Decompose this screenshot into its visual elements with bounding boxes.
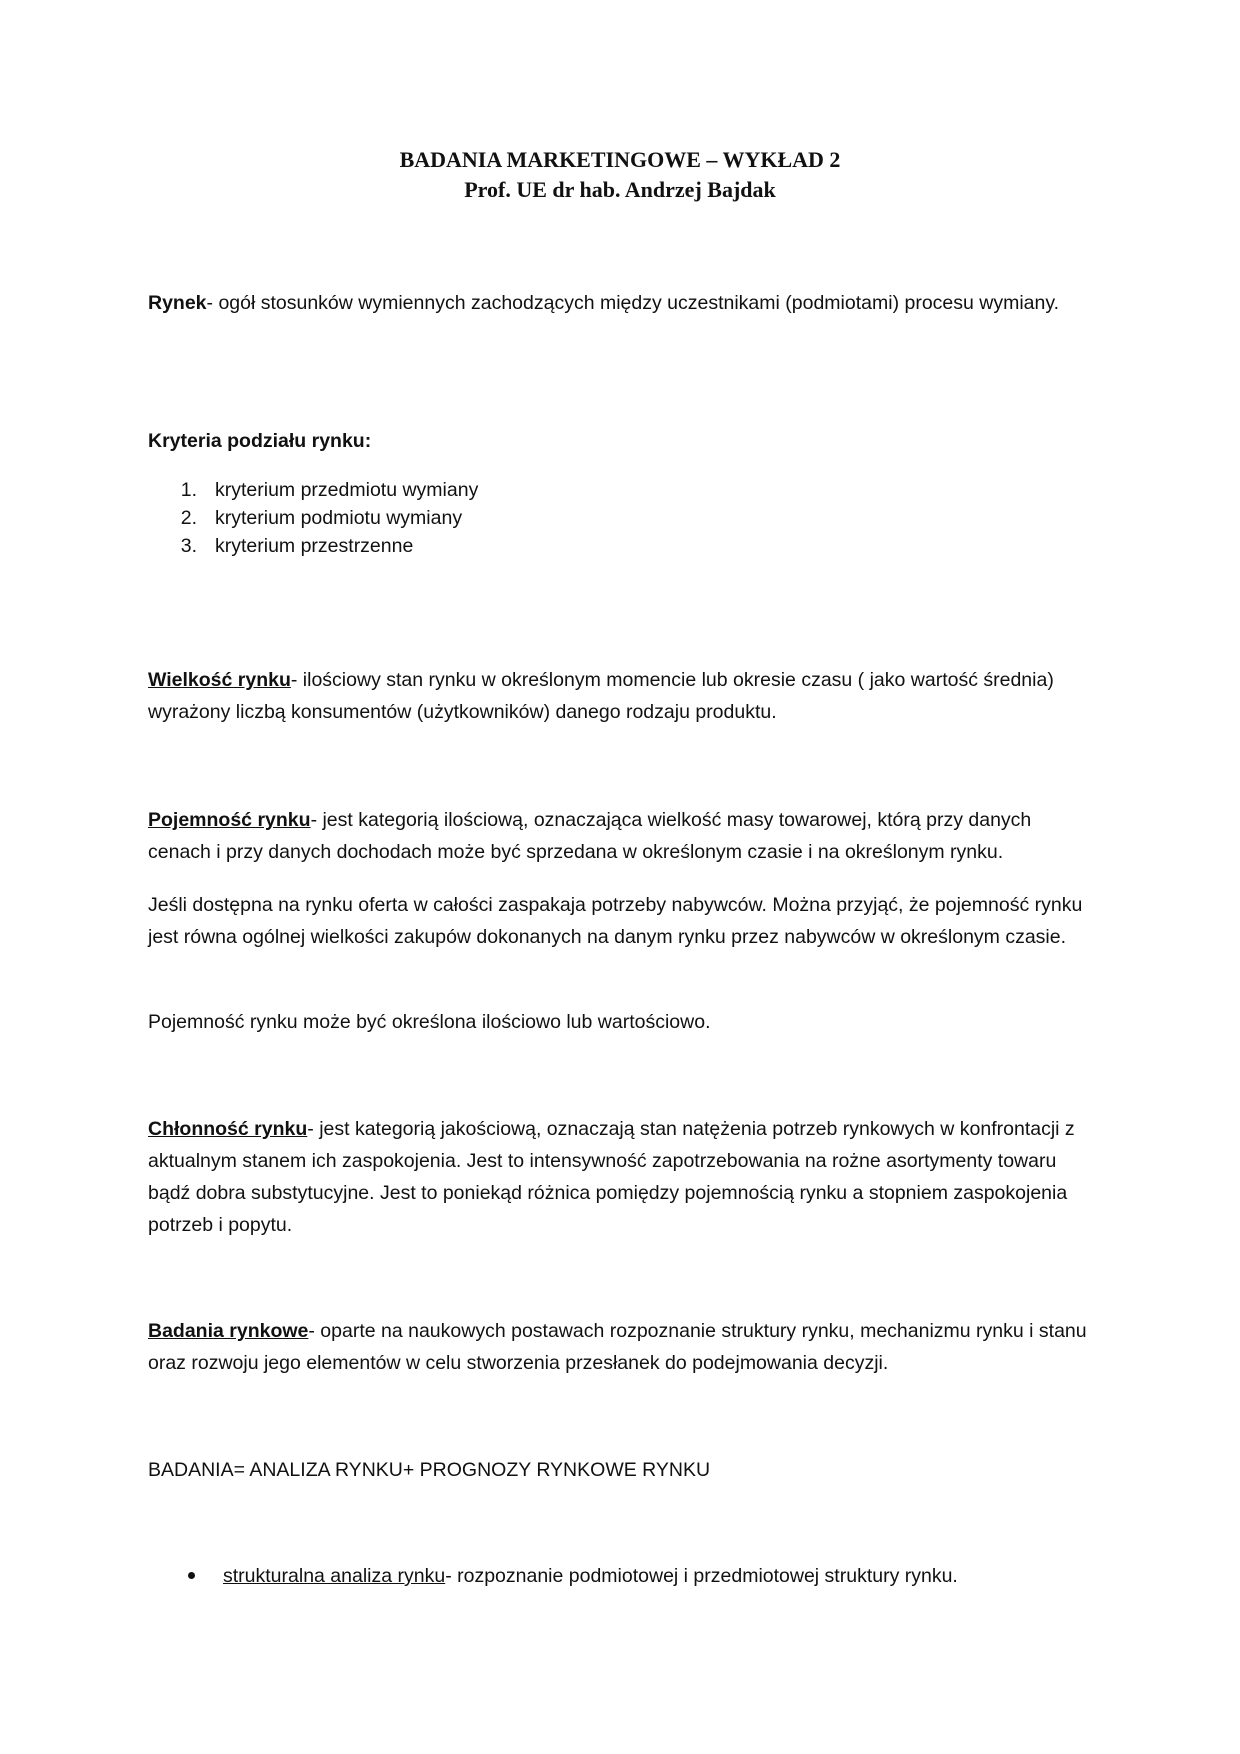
definition-badania-text: - oparte na naukowych postawach rozpoznanie struktury rynku, mechanizmu rynku i stanu oraz rozwoju jego elementów w celu stworzenia przesłanek do podejmowania decyzji. xyxy=(148,1320,1087,1374)
definition-wielkosc-text: - ilościowy stan rynku w określonym momencie lub okresie czasu ( jako wartość średnia) wyrażony liczbą konsumentów (użytkowników) danego rodzaju produktu. xyxy=(148,669,1054,723)
formula xyxy=(148,1454,1093,1486)
pojemnosc-paragraph-2 xyxy=(148,889,1093,953)
definition-pojemnosc xyxy=(148,804,1093,868)
bullet-item xyxy=(148,1560,1108,1592)
term-pojemnosc: Pojemność rynku xyxy=(148,809,311,831)
list-item-number: 1. xyxy=(180,479,197,501)
pojemnosc-paragraph-3-text: Pojemność rynku może być określona ilościowo lub wartościowo. xyxy=(148,1011,711,1033)
term-rynek: Rynek xyxy=(148,292,207,314)
term-strukturalna-analiza: strukturalna analiza rynku xyxy=(223,1565,446,1587)
term-wielkosc: Wielkość rynku xyxy=(148,669,291,691)
bullet-text: - rozpoznanie podmiotowej i przedmiotowej struktury rynku. xyxy=(445,1565,958,1587)
list-item-label: kryterium przedmiotu wymiany xyxy=(215,479,479,501)
definition-rynek-text: - ogół stosunków wymiennych zachodzących między uczestnikami (podmiotami) procesu wymiany. xyxy=(206,292,1060,314)
formula-text: BADANIA= ANALIZA RYNKU+ PROGNOZY RYNKOWE RYNKU xyxy=(148,1459,711,1481)
list-item xyxy=(148,476,1048,504)
definition-chlonnosc xyxy=(148,1113,1093,1241)
definition-chlonnosc-text: - jest kategorią jakościową, oznaczają stan natężenia potrzeb rynkowych w konfrontacji z aktualnym stanem ich zaspokojenia. Jest to intensywność zapotrzebowania na rożne asortymenty towaru bądź dobra substytucyjne. Jest to poniekąd różnica pomiędzy pojemnością rynku a stopniem zaspokojenia potrzeb i popytu. xyxy=(148,1118,1075,1236)
list-item-label: kryterium przestrzenne xyxy=(215,535,414,557)
term-chlonnosc: Chłonność rynku xyxy=(148,1118,308,1140)
list-item-number: 3. xyxy=(180,535,197,557)
definition-badania xyxy=(148,1315,1093,1379)
kryteria-heading-text: Kryteria podziału rynku: xyxy=(148,430,372,452)
kryteria-heading xyxy=(148,425,1093,457)
definition-rynek xyxy=(148,287,1093,319)
list-item xyxy=(148,532,1048,560)
pojemnosc-paragraph-3 xyxy=(148,1006,1093,1038)
kryteria-list xyxy=(148,476,1048,560)
list-item xyxy=(148,504,1048,532)
bullet-icon xyxy=(148,1560,223,1592)
document-header xyxy=(0,145,1240,205)
term-badania: Badania rynkowe xyxy=(148,1320,309,1342)
document-title: BADANIA MARKETINGOWE – WYKŁAD 2 xyxy=(399,147,841,172)
definition-wielkosc xyxy=(148,664,1093,728)
list-item-label: kryterium podmiotu wymiany xyxy=(215,507,463,529)
pojemnosc-paragraph-2-text: Jeśli dostępna na rynku oferta w całości zaspakaja potrzeby nabywców. Można przyjąć, że pojemność rynku jest równa ogólnej wielkości zakupów dokonanych na danym rynku przez nabywców w określonym czasie. xyxy=(148,894,1083,948)
definition-pojemnosc-text: - jest kategorią ilościową, oznaczająca wielkość masy towarowej, którą przy danych cenach i przy danych dochodach może być sprzedana w określonym czasie i na określonym rynku. xyxy=(148,809,1032,863)
document-author: Prof. UE dr hab. Andrzej Bajdak xyxy=(464,177,776,202)
list-item-number: 2. xyxy=(180,507,197,529)
